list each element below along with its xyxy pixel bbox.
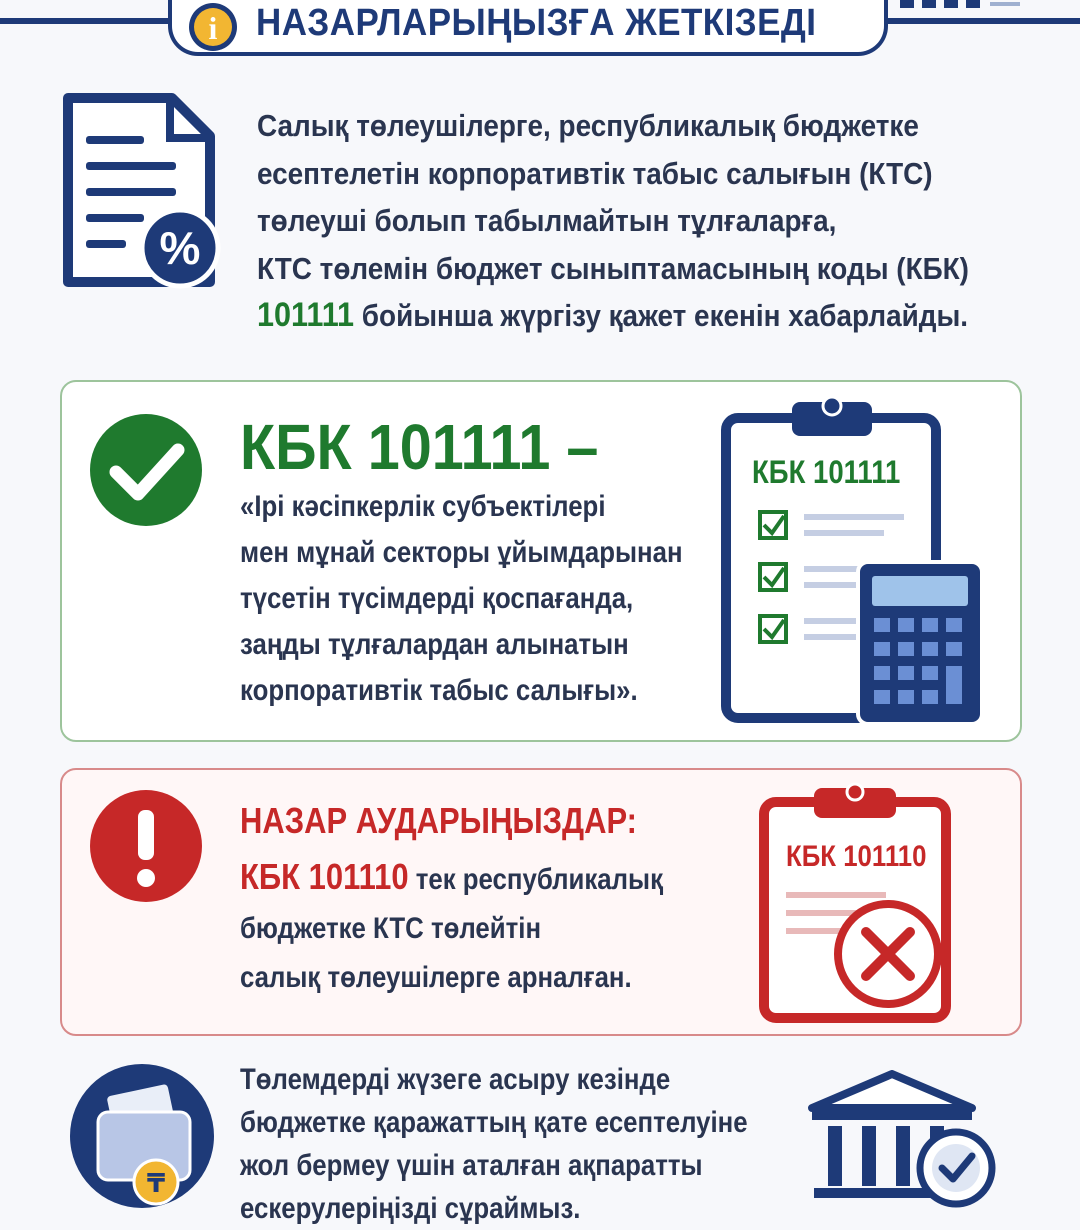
description-line: түсетін түсімдерді қоспағанда, [240,582,634,615]
svg-text:i: i [208,10,218,46]
intro-line: КТС төлемін бюджет сыныптамасының коды (КБК) [257,250,969,286]
calculator-icon [858,562,982,724]
intro-line-rest: бойынша жүргізу қажет екенін хабарлайды. [361,298,969,333]
check-circle-icon [88,412,204,528]
clipboard-label-101111: КБК 101111 [752,454,901,490]
closing-note [240,1058,748,1230]
wallet-tenge-icon [70,1060,220,1210]
closing-line: ескерулеріңізді сұраймыз. [240,1192,581,1225]
intro-text [257,102,969,340]
clipboard-checklist-icon [720,392,990,732]
clipboard-cross-icon [756,780,976,1028]
description-line: мен мұнай секторы ұйымдарынан [240,536,683,569]
description-line: заңды тұлғалардан алынатын [240,628,629,661]
decoration-stripes [900,0,1020,10]
document-percent-icon [62,92,222,292]
svg-text:%: % [159,222,201,274]
warning-line: салық төлеушілерге арналған. [240,961,632,994]
info-icon [182,2,244,52]
page-title: НАЗАРЛАРЫҢЫЗҒА ЖЕТКІЗЕДІ [256,2,817,44]
intro-line: Салық төлеушілерге, республикалық бюджетке [257,108,919,143]
clipboard-label-101110: КБК 101110 [786,840,927,873]
warning-description [240,852,663,1002]
description-line: корпоративтік табыс салығы». [240,674,638,707]
kbk-101111-title: КБК 101111 – [240,411,599,483]
intro-line: төлеуші болып табылмайтын тұлғаларға, [257,203,837,238]
kbk-101110-code: КБК 101110 [240,856,409,897]
warning-line-rest: тек республикалық [415,863,663,896]
warning-line: бюджетке КТС төлейтін [240,912,542,945]
intro-line [257,292,969,340]
warning-line [240,852,663,904]
bank-check-icon [808,1070,998,1214]
closing-line: Төлемдерді жүзеге асыру кезінде [240,1063,671,1096]
intro-line: есептелетін корпоративтік табыс салығын (КТС) [257,155,933,191]
kbk-101111-description [240,484,683,714]
svg-text:₸: ₸ [146,1169,166,1199]
kbk-code-highlight: 101111 [257,296,355,334]
closing-line: жол бермеу үшін аталған ақпаратты [240,1149,703,1182]
description-line: «Ірі кәсіпкерлік субъектілері [240,490,606,523]
warning-title: НАЗАР АУДАРЫҢЫЗДАР: [240,800,637,841]
closing-line: бюджетке қаражаттың қате есептелуіне [240,1106,748,1139]
exclamation-circle-icon [88,788,204,904]
